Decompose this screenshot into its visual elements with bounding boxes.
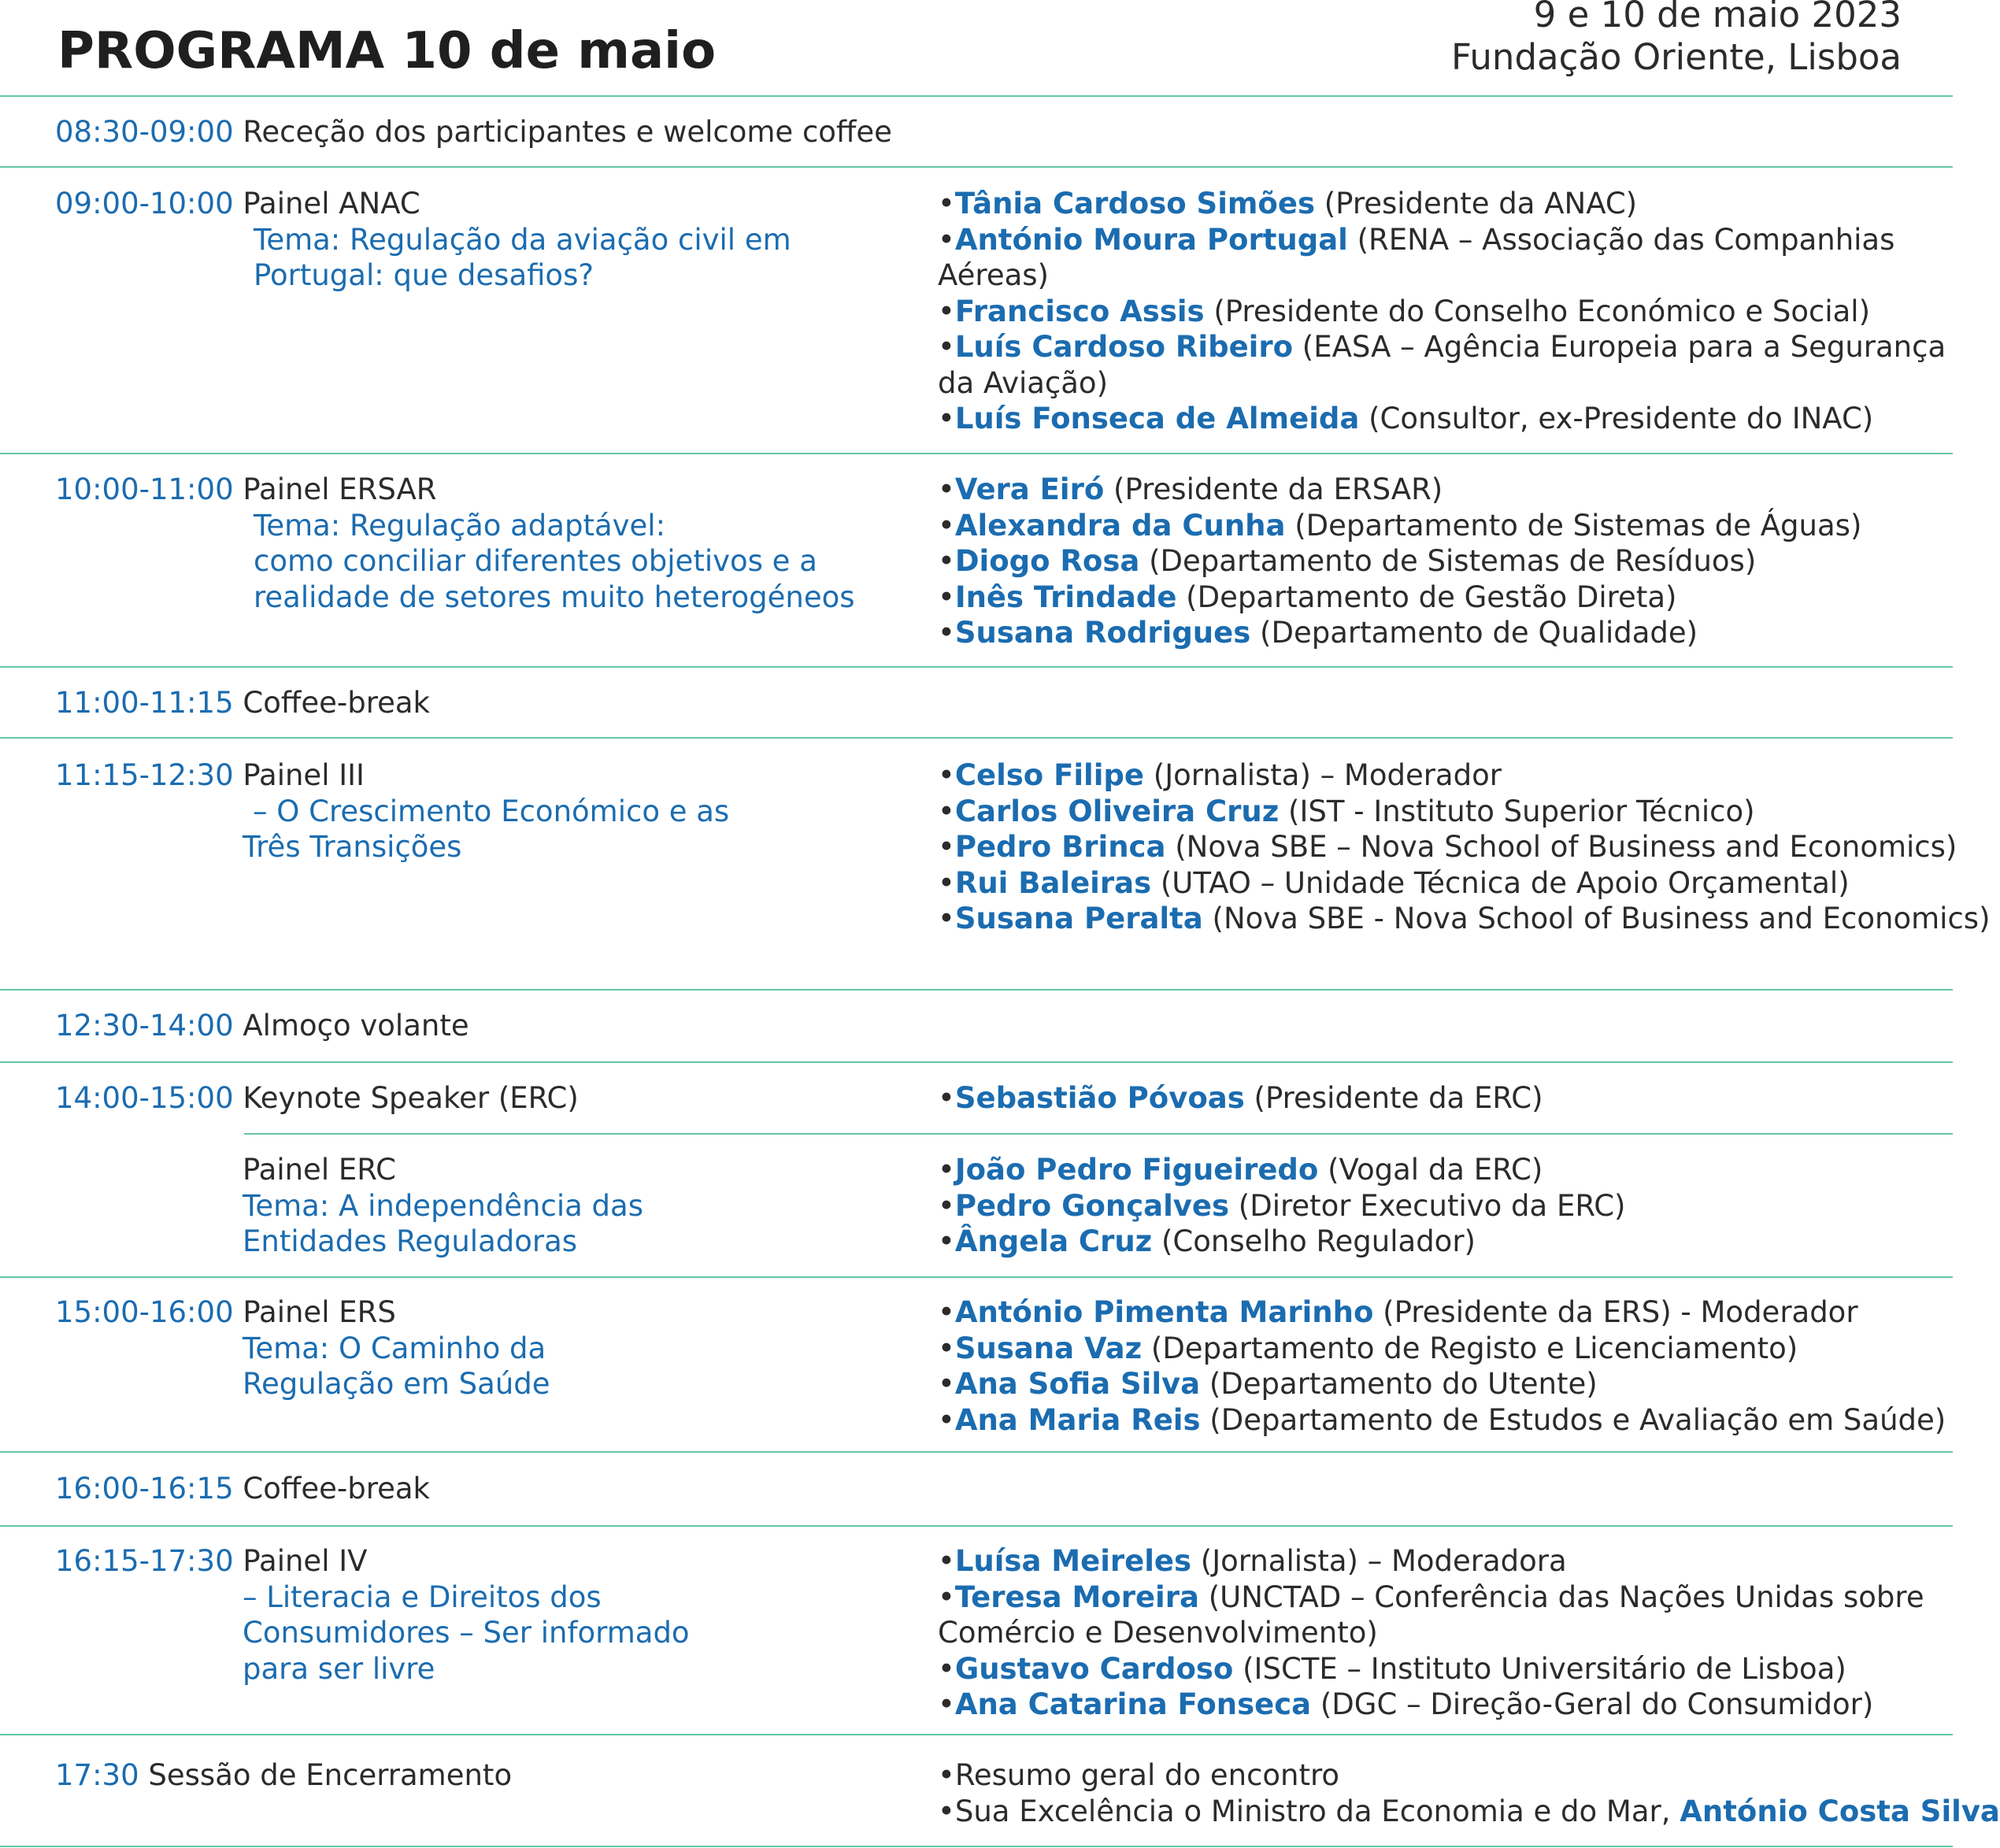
speaker-name: Luísa Meireles [954,1544,1192,1578]
session-time: 14:00-15:00 [55,1081,234,1115]
speaker-role-cont: Aéreas) [938,258,1049,292]
session-label: Coffee-break [243,686,430,720]
session-topic [243,794,729,865]
session-label: Painel ERSAR [243,472,437,506]
speaker-item: •Tânia Cardoso Simões (Presidente da ANAC) [938,187,1638,220]
session-time: 10:00-11:00 [55,472,234,506]
speaker-role: (Departamento de Estudos e Avaliação em Saúde) [1200,1402,1946,1437]
speaker-list [938,186,1953,437]
speaker-name: Ana Maria Reis [954,1402,1201,1437]
session-time: 09:00-10:00 [55,187,234,220]
divider [0,453,1953,454]
speaker-role: (Presidente da ERC) [1244,1081,1543,1115]
speaker-list [938,1294,1953,1438]
speaker-name: João Pedro Figueiredo [954,1153,1319,1187]
speaker-role-cont: Comércio e Desenvolvimento) [938,1616,1378,1650]
speaker-name: Pedro Brinca [954,830,1166,864]
session-topic [243,1188,643,1260]
session-label: Sessão de Encerramento [148,1758,513,1792]
speaker-role: (Departamento de Registo e Licenciamento) [1142,1331,1798,1365]
session-label: Receção dos participantes e welcome coffee [243,115,892,149]
closing-items [938,1757,2000,1829]
speaker-name: Susana Vaz [954,1331,1143,1365]
speaker-role: (EASA – Agência Europeia para a Segurança [1293,330,1946,364]
session-label: Almoço volante [243,1009,469,1043]
speaker-role: (Departamento de Sistemas de Águas) [1285,508,1862,543]
speaker-item: •Ana Catarina Fonseca (DGC – Direção-Geral do Consumidor) [938,1687,1874,1721]
speaker-name: Susana Peralta [954,902,1203,935]
speaker-name: Luís Fonseca de Almeida [954,402,1360,435]
divider [0,95,1953,97]
session-time: 12:30-14:00 [55,1009,234,1043]
speaker-item: •Susana Vaz (Departamento de Registo e Licenciamento) [938,1331,1798,1365]
session-time: 11:00-11:15 [55,686,234,720]
session-time: 15:00-16:00 [55,1295,234,1329]
speaker-role: (IST - Instituto Superior Técnico) [1279,794,1755,828]
page-title: PROGRAMA 10 de maio [57,22,717,80]
topic-line: Regulação em Saúde [243,1367,550,1401]
divider [0,1061,1953,1063]
speaker-role: (Presidente da ERSAR) [1104,472,1443,506]
speaker-role: (Departamento do Utente) [1200,1367,1598,1401]
speaker-item: •Luís Fonseca de Almeida (Consultor, ex-Presidente do INAC) [938,402,1874,435]
session-topic [254,508,855,616]
speaker-role: (Presidente da ERS) - Moderador [1373,1295,1858,1329]
speaker-item: •Luísa Meireles (Jornalista) – Moderadora [938,1544,1567,1578]
speaker-name: Susana Rodrigues [954,616,1251,650]
divider [0,1451,1953,1453]
speaker-name: António Moura Portugal [954,222,1348,257]
speaker-item: •Ana Maria Reis (Departamento de Estudos e Avaliação em Saúde) [938,1402,1946,1437]
event-dates: 9 e 10 de maio 2023 [1533,0,1902,35]
speaker-role: (Presidente da ANAC) [1314,187,1638,220]
speaker-role: (Presidente do Conselho Económico e Social) [1204,294,1871,328]
topic-line: Consumidores – Ser informado [243,1616,690,1650]
topic-line: Entidades Reguladoras [243,1224,578,1258]
speaker-item: •Luís Cardoso Ribeiro (EASA – Agência Europeia para a Segurança [938,330,1946,364]
speaker-role: (Vogal da ERC) [1318,1153,1543,1187]
topic-line: Tema: Regulação da aviação civil em [254,222,791,257]
speaker-role: (RENA – Associação das Companhias [1347,222,1895,257]
divider [0,1734,1953,1735]
closing-item: •Resumo geral do encontro [938,1758,1340,1792]
speaker-list [938,1080,1953,1117]
speaker-item: •Vera Eiró (Presidente da ERSAR) [938,472,1443,506]
speaker-name: Rui Baleiras [954,865,1152,900]
speaker-item: •João Pedro Figueiredo (Vogal da ERC) [938,1153,1543,1187]
topic-line: realidade de setores muito heterogéneos [254,580,855,614]
speaker-role: (Diretor Executivo da ERC) [1229,1188,1626,1223]
speaker-list [938,472,1953,651]
speaker-name: Gustavo Cardoso [954,1651,1234,1686]
speaker-item: •Ângela Cruz (Conselho Regulador) [938,1224,1476,1258]
speaker-name: Ângela Cruz [954,1224,1153,1258]
closing-item: •Sua Excelência o Ministro da Economia e do Mar, António Costa Silva [938,1794,2000,1828]
session-topic [243,1331,550,1402]
speaker-name: Sebastião Póvoas [954,1081,1245,1115]
speaker-name: Inês Trindade [954,580,1177,614]
topic-line: para ser livre [243,1651,435,1686]
speaker-list [938,1543,1953,1723]
session-time: 17:30 [55,1758,139,1792]
speaker-role: (Nova SBE – Nova School of Business and Economics) [1165,830,1957,864]
session-time: 11:15-12:30 [55,758,234,792]
event-venue: Fundação Oriente, Lisboa [1450,36,1902,78]
session-label: Painel III [243,758,365,792]
divider [0,666,1953,668]
session-label: Painel IV [243,1544,368,1578]
speaker-name: Pedro Gonçalves [954,1188,1230,1223]
speaker-role: (Departamento de Sistemas de Resíduos) [1139,544,1757,578]
speaker-item: •Ana Sofia Silva (Departamento do Utente) [938,1367,1598,1401]
speaker-item: •Pedro Gonçalves (Diretor Executivo da ERC) [938,1188,1626,1223]
speaker-role-cont: da Aviação) [938,365,1109,400]
speaker-item: •Francisco Assis (Presidente do Conselho Económico e Social) [938,294,1871,328]
speaker-item: •Rui Baleiras (UTAO – Unidade Técnica de Apoio Orçamental) [938,865,1850,900]
speaker-role: (Departamento de Qualidade) [1250,616,1698,650]
session-time: 08:30-09:00 [55,115,234,149]
topic-line: Portugal: que desafios? [254,258,594,292]
speaker-role: (DGC – Direção-Geral do Consumidor) [1311,1687,1874,1721]
topic-line: Tema: O Caminho da [243,1331,546,1365]
speaker-name: Celso Filipe [954,758,1144,792]
speaker-item: •António Moura Portugal (RENA – Associação das Companhias [938,222,1895,257]
speaker-name: António Pimenta Marinho [954,1295,1374,1329]
speaker-item: •Sebastião Póvoas (Presidente da ERC) [938,1081,1543,1115]
speaker-name: Ana Sofia Silva [954,1367,1201,1401]
topic-line: – O Crescimento Económico e as [253,794,730,828]
session-time: 16:00-16:15 [55,1472,234,1505]
speaker-item: •Gustavo Cardoso (ISCTE – Instituto Universitário de Lisboa) [938,1651,1846,1686]
divider [0,737,1953,739]
speaker-role: (Nova SBE - Nova School of Business and Economics) [1202,902,1991,935]
topic-line: Tema: Regulação adaptável: [254,508,666,543]
speaker-item: •Susana Rodrigues (Departamento de Qualidade) [938,616,1698,650]
speaker-item: •Diogo Rosa (Departamento de Sistemas de Resíduos) [938,544,1757,578]
speaker-role: (UNCTAD – Conferência das Nações Unidas sobre [1198,1580,1924,1614]
session-label: Coffee-break [243,1472,430,1505]
speaker-item: •Carlos Oliveira Cruz (IST - Instituto Superior Técnico) [938,794,1755,828]
session-label: Keynote Speaker (ERC) [243,1081,579,1115]
speaker-role: (ISCTE – Instituto Universitário de Lisboa) [1233,1651,1846,1686]
speaker-item: •Susana Peralta (Nova SBE - Nova School of Business and Economics) [938,902,1991,935]
topic-line: Três Transições [243,830,462,864]
speaker-name: Alexandra da Cunha [954,508,1286,543]
speaker-name: Francisco Assis [954,294,1205,328]
speaker-name: Carlos Oliveira Cruz [954,794,1280,828]
session-label: Painel ERS [243,1295,396,1329]
speaker-role: (Conselho Regulador) [1152,1224,1476,1258]
speaker-role: (UTAO – Unidade Técnica de Apoio Orçamental) [1151,865,1850,900]
speaker-item: •Inês Trindade (Departamento de Gestão Direta) [938,580,1677,614]
topic-line: como conciliar diferentes objetivos e a [254,544,817,578]
speaker-item: •Pedro Brinca (Nova SBE – Nova School of Business and Economics) [938,830,1957,864]
divider [0,1525,1953,1527]
speaker-name: Vera Eiró [954,472,1105,506]
divider [0,989,1953,991]
speaker-role: (Consultor, ex-Presidente do INAC) [1359,402,1874,435]
speaker-role: (Jornalista) – Moderadora [1191,1544,1567,1578]
session-label: Painel ERC [243,1153,396,1187]
speaker-list [938,1152,1953,1260]
session-label: Painel ANAC [243,187,420,220]
speaker-name: António Costa Silva [1680,1794,2000,1828]
session-topic [254,222,791,294]
session-topic [243,1580,690,1687]
session-time: 16:15-17:30 [55,1544,234,1578]
speaker-role: (Departamento de Gestão Direta) [1176,580,1677,614]
speaker-name: Diogo Rosa [954,544,1140,578]
topic-line: – Literacia e Direitos dos [243,1580,602,1614]
speaker-list [938,757,1991,937]
divider [0,1276,1953,1278]
event-info [1451,0,1902,79]
speaker-item: •António Pimenta Marinho (Presidente da ERS) - Moderador [938,1295,1858,1329]
speaker-name: Teresa Moreira [954,1580,1199,1614]
divider [0,1846,1953,1847]
speaker-item: •Celso Filipe (Jornalista) – Moderador [938,758,1502,792]
topic-line: Tema: A independência das [243,1188,643,1223]
speaker-item: •Alexandra da Cunha (Departamento de Sistemas de Águas) [938,508,1862,543]
divider [0,166,1953,168]
speaker-role: (Jornalista) – Moderador [1144,758,1502,792]
speaker-name: Tânia Cardoso Simões [954,187,1315,220]
speaker-item: •Teresa Moreira (UNCTAD – Conferência das Nações Unidas sobre [938,1580,1924,1614]
speaker-name: Ana Catarina Fonseca [954,1687,1312,1721]
speaker-name: Luís Cardoso Ribeiro [954,330,1294,364]
divider [244,1133,1953,1135]
